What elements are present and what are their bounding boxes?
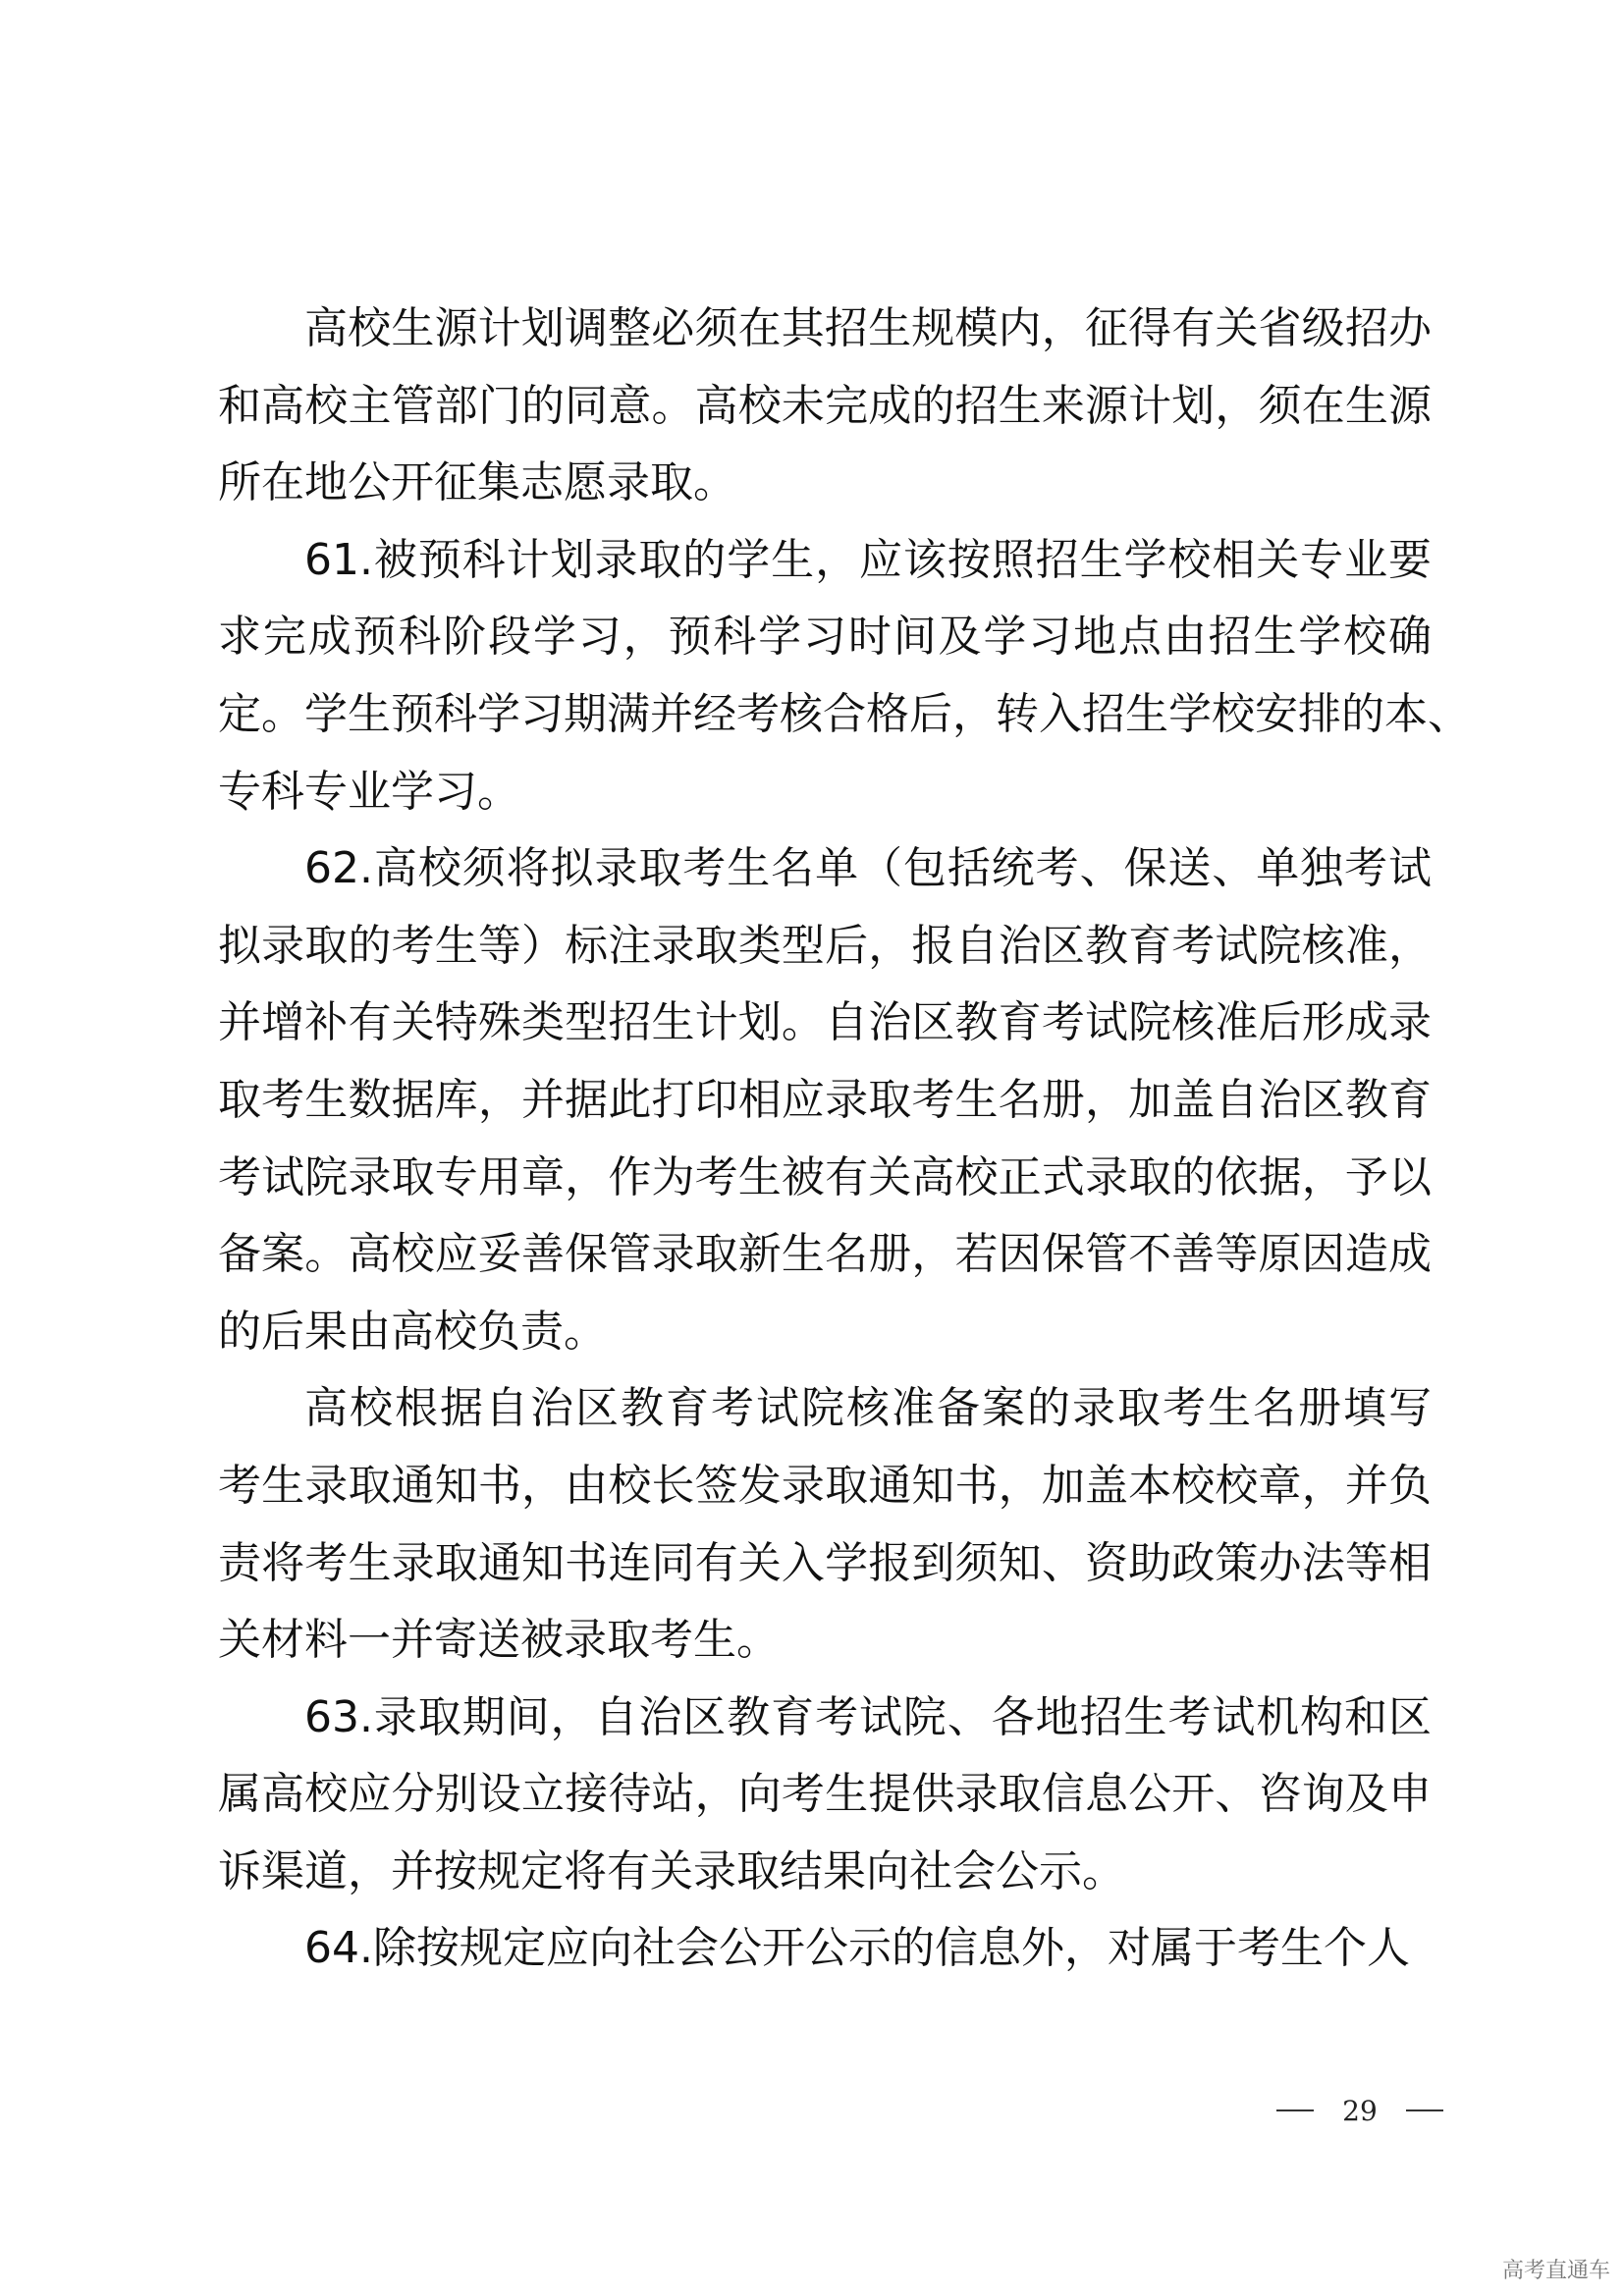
- footer-dash-left: [1276, 2109, 1314, 2111]
- text-line: 拟录取的考生等）标注录取类型后，报自治区教育考试院核准，: [218, 920, 1432, 971]
- paragraph: [218, 1370, 1432, 1679]
- text-line: 关材料一并寄送被录取考生。: [218, 1615, 780, 1666]
- paragraph: [218, 830, 1432, 1370]
- text-line: 63.录取期间，自治区教育考试院、各地招生考试机构和区: [304, 1691, 1432, 1742]
- text-line: 高校根据自治区教育考试院核准备案的录取考生名册填写: [304, 1383, 1432, 1434]
- text-line: 并增补有关特殊类型招生计划。自治区教育考试院核准后形成录: [218, 997, 1432, 1048]
- text-line: 属高校应分别设立接待站，向考生提供录取信息公开、咨询及申: [218, 1769, 1432, 1820]
- footer-dash-right: [1406, 2109, 1443, 2111]
- page-footer: [1276, 2091, 1443, 2130]
- paragraph: [218, 522, 1471, 830]
- text-line: 所在地公开征集志愿录取。: [218, 457, 736, 508]
- watermark-text: 高考直通车: [1501, 2259, 1610, 2283]
- text-line: 诉渠道，并按规定将有关录取结果向社会公示。: [218, 1845, 1125, 1896]
- text-line: 考试院录取专用章，作为考生被有关高校正式录取的依据，予以: [218, 1151, 1432, 1202]
- text-line: 的后果由高校负责。: [218, 1306, 607, 1357]
- paragraph: [218, 291, 1432, 522]
- text-line: 责将考生录取通知书连同有关入学报到须知、资助政策办法等相: [218, 1537, 1432, 1588]
- text-line: 取考生数据库，并据此打印相应录取考生名册，加盖自治区教育: [218, 1074, 1432, 1125]
- document-body: [218, 291, 1471, 1988]
- paragraph: [218, 1910, 1432, 1988]
- text-line: 62.高校须将拟录取考生名单（包括统考、保送、单独考试: [304, 843, 1432, 894]
- text-line: 64.除按规定应向社会公开公示的信息外，对属于考生个人: [304, 1923, 1410, 1974]
- text-line: 考生录取通知书，由校长签发录取通知书，加盖本校校章，并负: [218, 1460, 1432, 1511]
- paragraph: [218, 1680, 1432, 1911]
- text-line: 专科专业学习。: [218, 766, 520, 817]
- text-line: 和高校主管部门的同意。高校未完成的招生来源计划，须在生源: [218, 380, 1432, 431]
- page-number: 29: [1342, 2094, 1378, 2127]
- text-line: 61.被预科计划录取的学生，应该按照招生学校相关专业要: [304, 534, 1432, 585]
- text-line: 定。学生预科学习期满并经考核合格后，转入招生学校安排的本、: [218, 688, 1471, 739]
- text-line: 高校生源计划调整必须在其招生规模内，征得有关省级招办: [304, 303, 1432, 353]
- text-line: 求完成预科阶段学习，预科学习时间及学习地点由招生学校确: [218, 612, 1432, 663]
- text-line: 备案。高校应妥善保管录取新生名册，若因保管不善等原因造成: [218, 1229, 1432, 1280]
